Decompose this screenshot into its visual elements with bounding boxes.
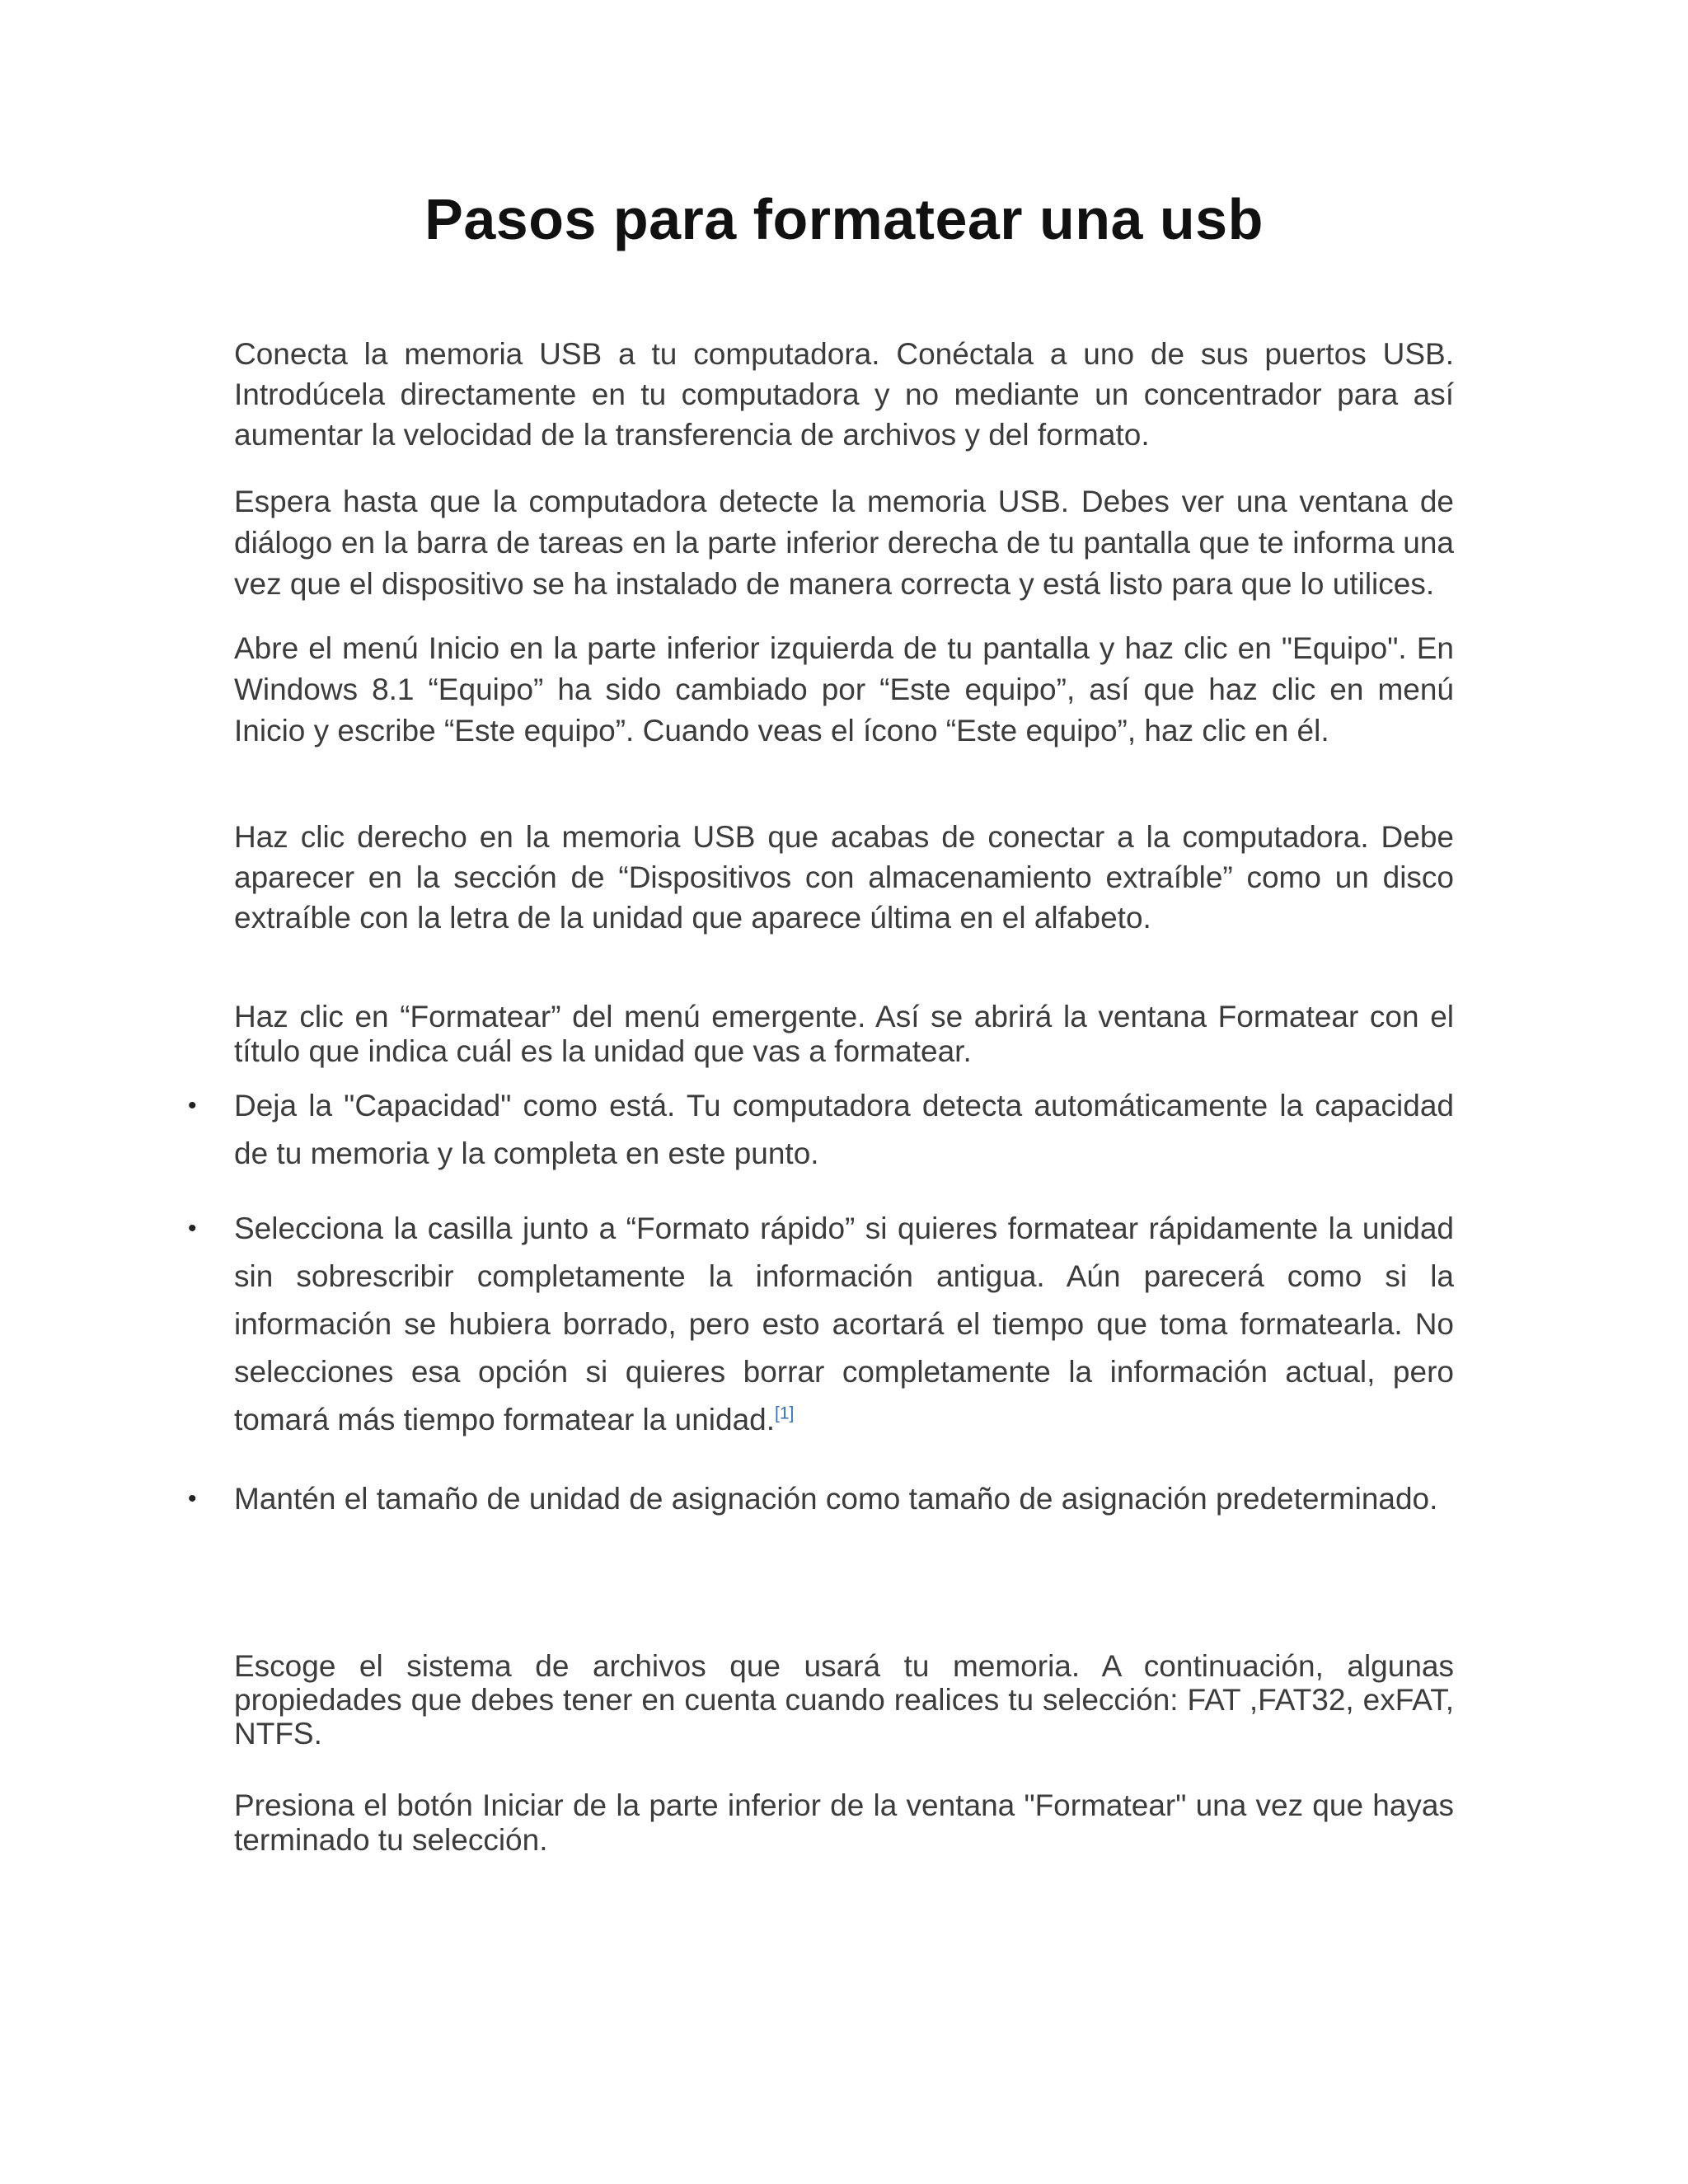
list-item-text: Deja la "Capacidad" como está. Tu computadora detecta automáticamente la capacidad de tu memoria y la completa en este punto. xyxy=(234,1089,1454,1170)
page-title: Pasos para formatear una usb xyxy=(424,187,1264,251)
paragraph-file-system: Escoge el sistema de archivos que usará tu memoria. A continuación, algunas propiedades que debes tener en cuenta cuando realices tu selección: FAT ,FAT32, exFAT, NTFS. xyxy=(234,1649,1454,1750)
reference-link[interactable]: [1] xyxy=(775,1404,795,1423)
list-item-text: Selecciona la casilla junto a “Formato rápido” si quieres formatear rápidamente la unidad sin sobrescribir completamente la información antigua. Aún parecerá como si la información se hubiera borrado, pero esto acortará el tiempo que toma formatearla. No selecciones esa opción si quieres borrar completamente la información actual, pero tomará más tiempo formatear la unidad. xyxy=(234,1212,1454,1436)
bullet-icon: • xyxy=(188,1092,197,1119)
paragraph-connect-usb: Conecta la memoria USB a tu computadora. Conéctala a uno de sus puertos USB. Introdúcela directamente en tu computadora y no mediante un concentrador para así aumentar la velocidad de la transferencia de archivos y del formato. xyxy=(234,337,1454,452)
list-item-capacity xyxy=(188,1082,1454,1178)
paragraph-open-start-menu: Abre el menú Inicio en la parte inferior izquierda de tu pantalla y haz clic en "Equipo". En Windows 8.1 “Equipo” ha sido cambiado por “Este equipo”, así que haz clic en menú Inicio y escribe “Este equipo”. Cuando veas el ícono “Este equipo”, haz clic en él. xyxy=(234,631,1454,748)
paragraph-right-click-usb: Haz clic derecho en la memoria USB que acabas de conectar a la computadora. Debe aparecer en la sección de “Dispositivos con almacenamiento extraíble” como un disco extraíble con la letra de la unidad que aparece última en el alfabeto. xyxy=(234,820,1454,935)
bullet-icon: • xyxy=(188,1485,197,1512)
list-item-text: Mantén el tamaño de unidad de asignación como tamaño de asignación predeterminado. xyxy=(234,1482,1438,1516)
list-item-quick-format xyxy=(188,1205,1454,1444)
list-item-allocation-size xyxy=(188,1475,1454,1523)
paragraph-click-format: Haz clic en “Formatear” del menú emergente. Así se abrirá la ventana Formatear con el título que indica cuál es la unidad que vas a formatear. xyxy=(234,1000,1454,1068)
paragraph-wait-detect: Espera hasta que la computadora detecte la memoria USB. Debes ver una ventana de diálogo en la barra de tareas en la parte inferior derecha de tu pantalla que te informa una vez que el dispositivo se ha instalado de manera correcta y está listo para que lo utilices. xyxy=(234,485,1454,601)
paragraph-press-start: Presiona el botón Iniciar de la parte inferior de la ventana "Formatear" una vez que hayas terminado tu selección. xyxy=(234,1788,1454,1857)
bullet-icon: • xyxy=(188,1215,197,1242)
